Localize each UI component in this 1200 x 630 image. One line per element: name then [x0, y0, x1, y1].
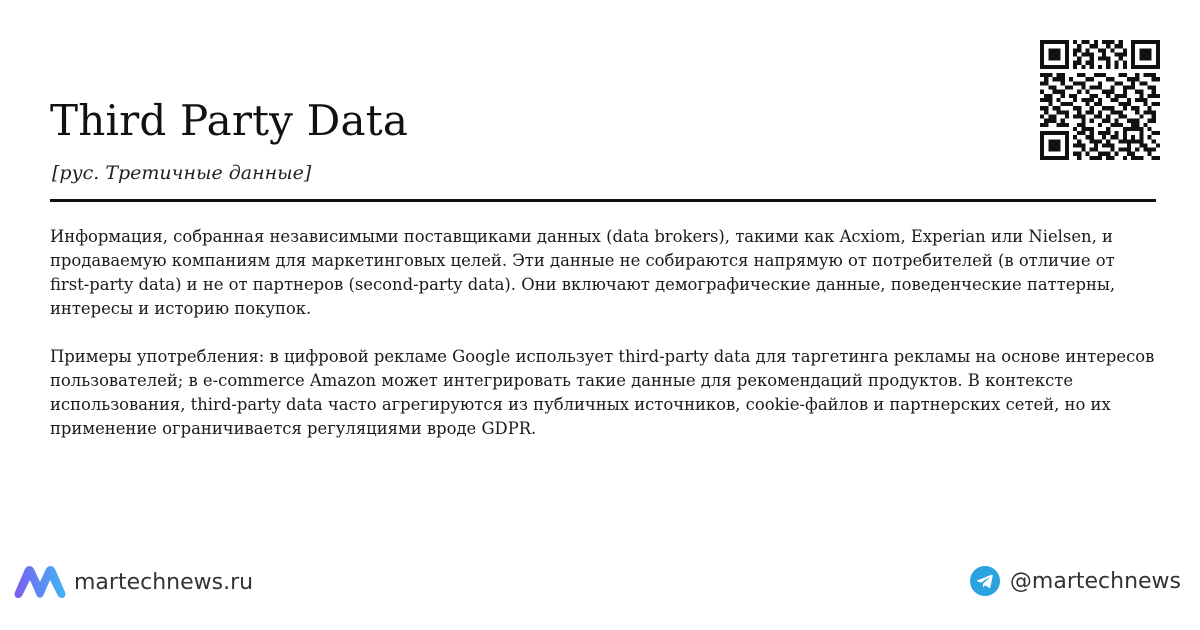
martechnews-logo-icon	[14, 564, 66, 600]
title-translation: [рус. Третичные данные]	[52, 162, 312, 184]
definition-body	[50, 225, 1158, 465]
page-title: Third Party Data	[50, 96, 409, 145]
usage-examples-paragraph: Примеры употребления: в цифровой рекламе Google использует third-party data для таргетинга рекламы на основе интересов пользователей; в e-commerce Amazon может интегрировать такие данные для рекомендаций продуктов. В контексте использования, third-party data часто агрегируются из публичных источников, cookie-файлов и партнерских сетей, но их применение ограничивается регуляциями вроде GDPR.	[50, 347, 1155, 438]
header-divider	[50, 199, 1156, 202]
qr-code-icon	[1040, 40, 1160, 160]
site-branding[interactable]	[14, 564, 253, 600]
definition-paragraph: Информация, собранная независимыми поставщиками данных (data brokers), такими как Acxiom, Experian или Nielsen, и продаваемую компаниям для маркетинговых целей. Эти данные не собираются напрямую от потребителей (в отличие от first-party data) и не от партнеров (second-party data). Они включают демографические данные, поведенческие паттерны, интересы и историю покупок.	[50, 227, 1116, 318]
telegram-icon	[970, 566, 1000, 596]
telegram-handle: @martechnews	[1009, 568, 1181, 594]
telegram-channel[interactable]	[970, 566, 1181, 596]
site-domain: martechnews.ru	[74, 569, 254, 595]
